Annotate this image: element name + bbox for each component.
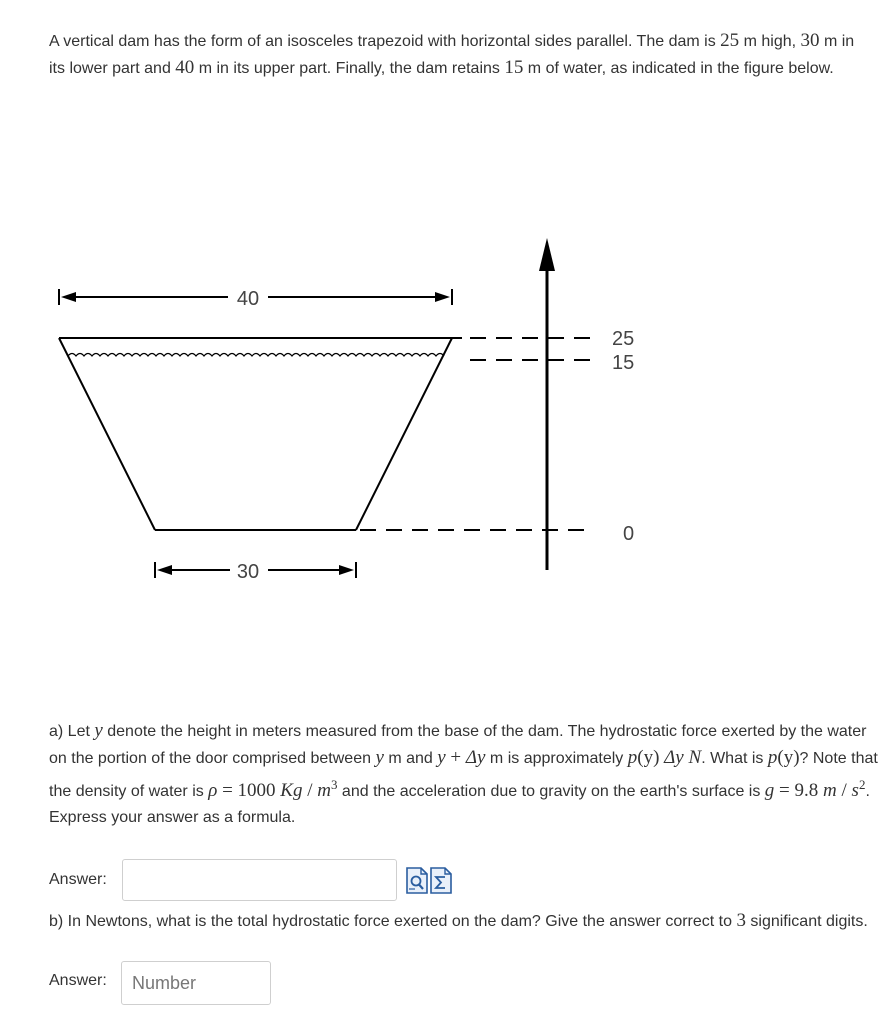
var-delta-y: Δy [659,747,684,768]
var-y: y [94,720,103,741]
exponent-3: 3 [330,777,338,792]
qa-text-7: and the acceleration due to gravity on the earth's surface is [337,783,765,800]
dam-right-edge [356,338,452,530]
top-dim-right-arrow [435,292,450,302]
var-p: p [767,747,778,768]
qb-text-1: b) In Newtons, what is the total hydrostatic force exerted on the dam? Give the answer correct to [49,913,737,930]
var-p: p [627,747,638,768]
qa-text-5: . What is [701,750,768,767]
qa-text-4: m is approximately [485,750,628,767]
height-15-label: 15 [612,352,635,374]
qa-text-1: a) Let [49,723,95,740]
qa-text-6: ? Note that the density of water is [49,750,878,800]
qa-text-3: m and [383,750,438,767]
g-value: = 9.8 [774,780,824,801]
intro-text-1: A vertical dam has the form of an isosceles trapezoid with horizontal sides parallel. The dam is [49,33,721,50]
var-delta-y: Δy [465,747,486,768]
intro-text-4: m in its upper part. Finally, the dam retains [194,60,505,77]
answer-b-label: Answer: [49,972,107,989]
slash: / [302,780,318,801]
plus-sign: + [445,747,466,768]
slash: / [836,780,852,801]
preview-icon[interactable] [406,867,428,894]
exponent-2: 2 [858,777,866,792]
bottom-width-label: 30 [236,561,260,583]
dam-lower-width-value: 30 [800,30,820,51]
rho-value: = 1000 [217,780,281,801]
var-y: y [437,747,446,768]
dam-height-value: 25 [720,30,740,51]
unit-kg: Kg [280,780,303,801]
dam-upper-width-value: 40 [175,57,195,78]
axis-arrowhead [539,238,555,271]
equation-editor-icon[interactable] [430,867,452,894]
p-argument: (y) [637,747,660,768]
water-depth-value: 15 [504,57,524,78]
unit-m: m [823,780,837,801]
p-argument: (y) [777,747,800,768]
water-surface [68,354,444,357]
unit-newton: N [683,747,702,768]
top-width-label: 40 [236,288,260,310]
qa-text-8: . Express your answer as a formula. [49,783,870,826]
height-0-label: 0 [623,523,635,545]
question-b [49,908,869,935]
significant-digits-value: 3 [736,910,746,931]
intro-text-3: m in its lower part and [49,33,855,77]
qb-text-2: significant digits. [745,913,868,930]
intro-text-2: m high, [739,33,801,50]
dam-left-edge [59,338,155,530]
qa-text-2: denote the height in meters measured from the base of the dam. The hydrostatic force exerted by the water on the portion of the door comprised between [49,723,867,767]
var-g: g [764,780,775,801]
answer-a-label: Answer: [49,871,107,888]
var-rho: ρ [208,780,218,801]
intro-text-5: m of water, as indicated in the figure below. [523,60,834,77]
question-a [49,718,879,831]
var-y: y [375,747,384,768]
unit-m: m [317,780,331,801]
height-25-label: 25 [612,328,635,350]
answer-b-input[interactable] [121,961,271,1005]
bottom-dim-right-arrow [339,565,354,575]
answer-a-input[interactable] [122,859,397,901]
unit-s: s [851,780,859,801]
